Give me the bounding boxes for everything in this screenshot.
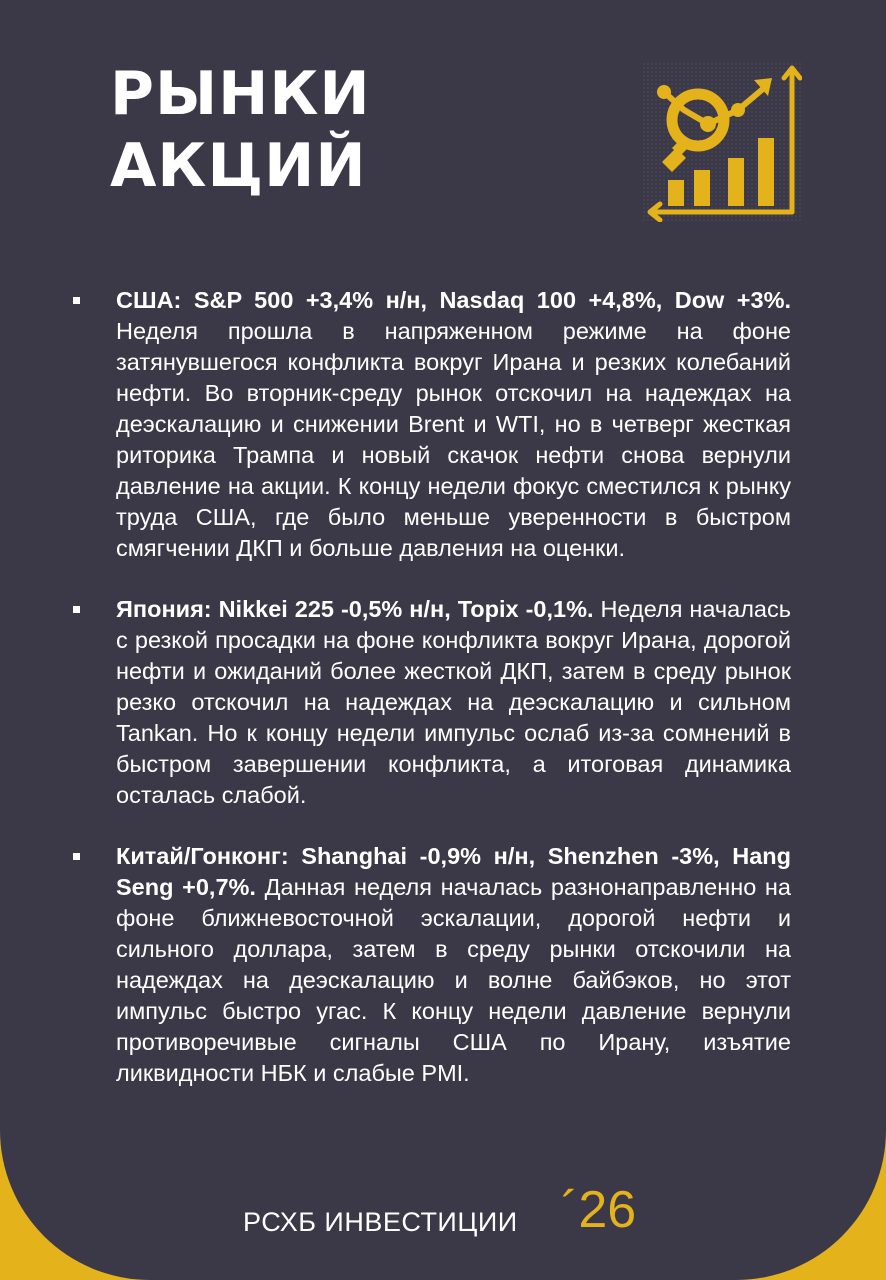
- section-japan: [73, 594, 791, 811]
- section-body: Данная неделя началась разнонаправленно на фоне ближневосточной эскалации, дорогой нефти и сильного доллара, затем в среду рынки отскочили на надеждах на деэскалацию и волне байбэков, но этот импульс быстро угас. К концу недели давление вернули противоречивые сигналы США по Ирану, изъятие ликвидности НБК и слабые PMI.: [116, 874, 791, 1086]
- brand-accent: ´26: [561, 1181, 637, 1239]
- section-text: [116, 285, 791, 564]
- section-heading: США: S&P 500 +3,4% н/н, Nasdaq 100 +4,8%, Dow +3%.: [116, 287, 791, 313]
- section-body: Неделя прошла в напряженном режиме на фоне затянувшегося конфликта вокруг Ирана и резких колебаний нефти. Во вторник-среду рынок отскочил на надеждах на деэскалацию и снижении Brent и WTI, но в четверг жесткая риторика Трампа и новый скачок нефти снова вернули давление на акции. К концу недели фокус сместился к рынку труда США, где было меньше уверенности в быстром смягчении ДКП и больше давления на оценки.: [116, 318, 791, 561]
- title-line-2: АКЦИЙ: [110, 131, 367, 201]
- section-text: [116, 594, 791, 811]
- section-body: Неделя началась с резкой просадки на фоне конфликта вокруг Ирана, дорогой нефти и ожиданий более жесткой ДКП, затем в среду рынок резко отскочил на надеждах на деэскалацию и сильном Tankan. Но к концу недели импульс ослаб из-за сомнений в быстром завершении конфликта, а итоговая динамика осталась слабой.: [116, 596, 791, 808]
- brand-name: РСХБ ИНВЕСТИЦИИ: [243, 1207, 518, 1237]
- sections-list: [73, 285, 791, 1119]
- section-usa: [73, 285, 791, 564]
- section-heading: Япония: Nikkei 225 -0,5% н/н, Topix -0,1%.: [116, 596, 594, 622]
- section-china-hk: [73, 841, 791, 1089]
- section-heading: Китай/Гонконг: Shanghai -0,9% н/н, Shenzhen -3%, Hang Seng +0,7%.: [116, 843, 791, 900]
- chart-magnifier-icon: [642, 62, 802, 222]
- bullet-icon: [73, 853, 80, 860]
- page-title: [110, 58, 371, 202]
- title-line-1: РЫНКИ: [110, 59, 371, 129]
- section-text: [116, 841, 791, 1089]
- bullet-icon: [73, 606, 80, 613]
- bullet-icon: [73, 297, 80, 304]
